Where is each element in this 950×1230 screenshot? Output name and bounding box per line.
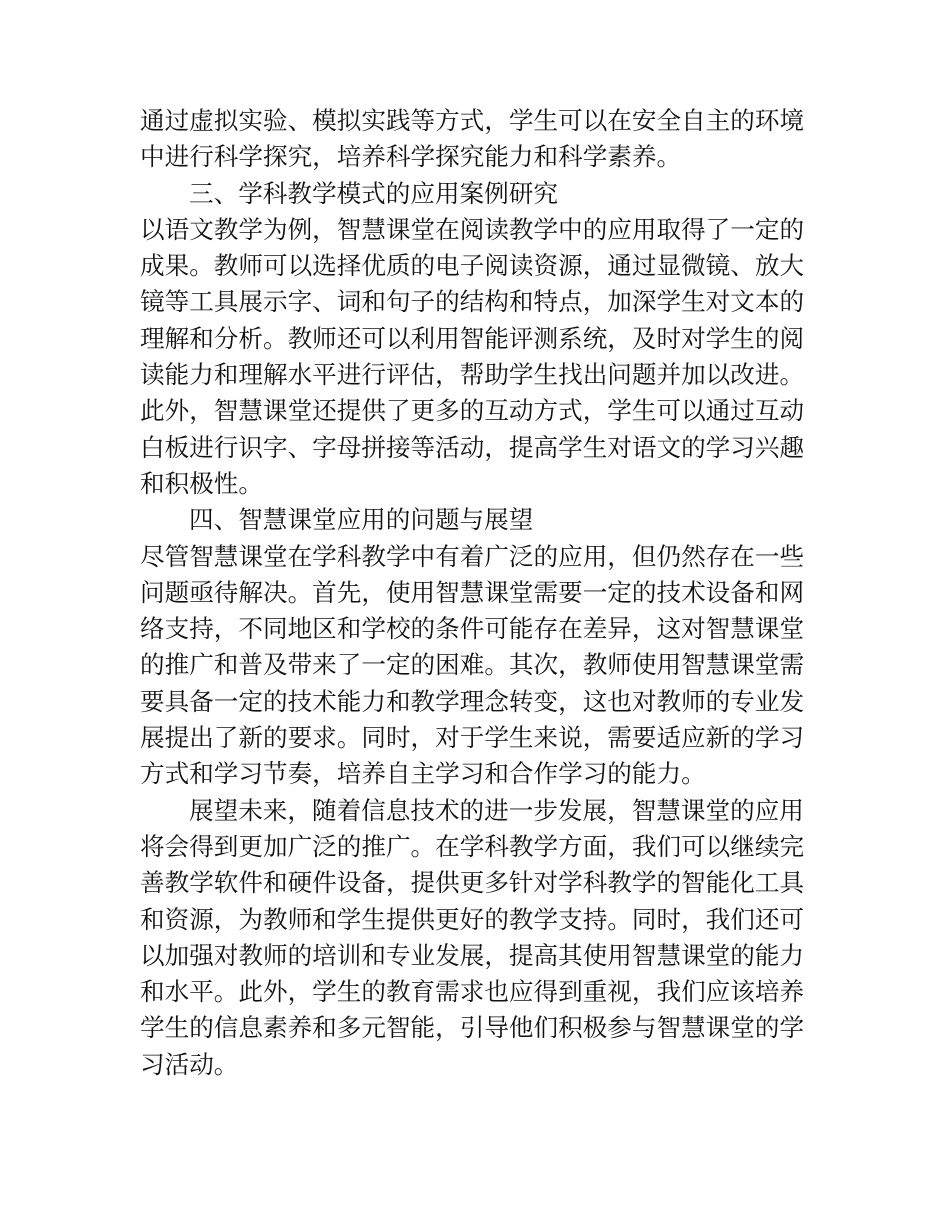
text-line: 以语文教学为例，智慧课堂在阅读教学中的应用取得了一定的: [140, 214, 805, 244]
text-line: 的推广和普及带来了一定的困难。其次，教师使用智慧课堂需: [140, 650, 805, 680]
text-line: 以加强对教师的培训和专业发展，提高其使用智慧课堂的能力: [140, 940, 805, 970]
text-line: 络支持，不同地区和学校的条件可能存在差异，这对智慧课堂: [140, 614, 805, 644]
text-line: 尽管智慧课堂在学科教学中有着广泛的应用，但仍然存在一些: [140, 541, 805, 571]
text-line: 中进行科学探究，培养科学探究能力和科学素养。: [140, 142, 682, 172]
text-line: 读能力和理解水平进行评估，帮助学生找出问题并加以改进。: [140, 360, 805, 390]
document-body: [140, 103, 812, 1083]
text-line: 将会得到更加广泛的推广。在学科教学方面，我们可以继续完: [140, 831, 805, 861]
text-line: 要具备一定的技术能力和教学理念转变，这也对教师的专业发: [140, 686, 805, 716]
text-line: 通过虚拟实验、模拟实践等方式，学生可以在安全自主的环境: [140, 106, 805, 135]
text-line: 善教学软件和硬件设备，提供更多针对学科教学的智能化工具: [140, 868, 805, 898]
section-heading-or-indented-line: 展望未来，随着信息技术的进一步发展，智慧课堂的应用: [189, 795, 804, 825]
text-line: 成果。教师可以选择优质的电子阅读资源，通过显微镜、放大: [140, 251, 805, 281]
section-heading-or-indented-line: 四、智慧课堂应用的问题与展望: [189, 505, 534, 535]
text-line: 学生的信息素养和多元智能，引导他们积极参与智慧课堂的学: [140, 1013, 805, 1043]
text-line: 理解和分析。教师还可以利用智能评测系统，及时对学生的阅: [140, 323, 805, 353]
text-line: 白板进行识字、字母拼接等活动，提高学生对语文的学习兴趣: [140, 432, 805, 462]
text-line: 此外，智慧课堂还提供了更多的互动方式，学生可以通过互动: [140, 396, 805, 426]
text-line: 和积极性。: [140, 468, 263, 498]
text-line: 和资源，为教师和学生提供更好的教学支持。同时，我们还可: [140, 904, 805, 934]
text-line: 和水平。此外，学生的教育需求也应得到重视，我们应该培养: [140, 977, 805, 1007]
text-line: 问题亟待解决。首先，使用智慧课堂需要一定的技术设备和网: [140, 577, 805, 607]
text-line: 镜等工具展示字、词和句子的结构和特点，加深学生对文本的: [140, 287, 805, 317]
section-heading-or-indented-line: 三、学科教学模式的应用案例研究: [189, 178, 558, 208]
text-line: 展提出了新的要求。同时，对于学生来说，需要适应新的学习: [140, 723, 805, 753]
text-line: 方式和学习节奏，培养自主学习和合作学习的能力。: [140, 759, 706, 789]
text-line: 习活动。: [140, 1049, 239, 1079]
